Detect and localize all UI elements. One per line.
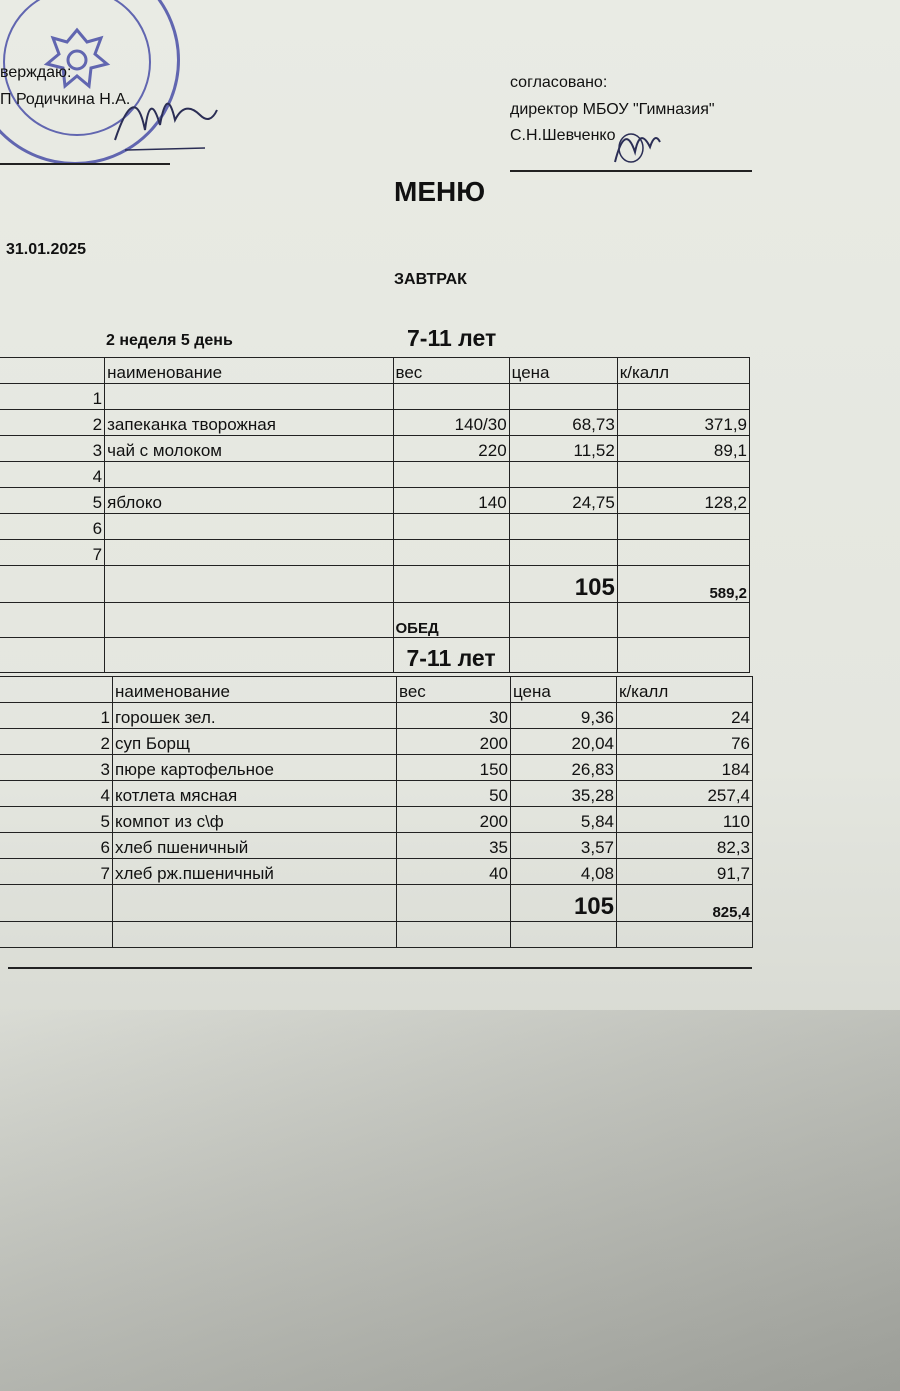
breakfast-heading: ЗАВТРАК: [394, 271, 467, 288]
approval-right-line1: согласовано:: [510, 74, 608, 91]
dish-price: 68,73: [509, 410, 617, 436]
row-number: 5: [0, 488, 105, 514]
photo-shadow: [0, 1010, 900, 1391]
dish-price: [509, 462, 617, 488]
bottom-rule: [8, 967, 752, 969]
row-number: 7: [0, 540, 105, 566]
lunch-total-kcal: 825,4: [617, 885, 753, 922]
lunch-total-row: [0, 885, 753, 922]
col-num-header: [0, 358, 105, 384]
col-price-header: цена: [511, 677, 617, 703]
breakfast-total-kcal: 589,2: [617, 566, 749, 603]
row-number: 5: [0, 807, 113, 833]
row-number: 6: [0, 514, 105, 540]
dish-kcal: 91,7: [617, 859, 753, 885]
table-row: [0, 833, 753, 859]
dish-kcal: 371,9: [617, 410, 749, 436]
lunch-age: 7-11 лет: [393, 638, 509, 673]
dish-kcal: 82,3: [617, 833, 753, 859]
dish-weight: [393, 514, 509, 540]
row-number: 7: [0, 859, 113, 885]
dish-price: 24,75: [509, 488, 617, 514]
dish-weight: 35: [397, 833, 511, 859]
dish-name: компот из с\ф: [113, 807, 397, 833]
empty-row: [0, 922, 753, 948]
table-row: [0, 729, 753, 755]
table-row: [0, 436, 750, 462]
table-row: [0, 781, 753, 807]
row-number: 3: [0, 755, 113, 781]
dish-name: пюре картофельное: [113, 755, 397, 781]
col-weight-header: вес: [397, 677, 511, 703]
row-number: 4: [0, 781, 113, 807]
dish-price: 9,36: [511, 703, 617, 729]
dish-weight: 150: [397, 755, 511, 781]
dish-price: 26,83: [511, 755, 617, 781]
dish-weight: 200: [397, 807, 511, 833]
dish-weight: 220: [393, 436, 509, 462]
dish-kcal: [617, 514, 749, 540]
dish-kcal: 24: [617, 703, 753, 729]
dish-weight: 50: [397, 781, 511, 807]
dish-name: [105, 540, 393, 566]
lunch-table: [0, 676, 753, 948]
dish-name: [105, 514, 393, 540]
table-header-row: [0, 677, 753, 703]
dish-weight: 200: [397, 729, 511, 755]
dish-kcal: [617, 462, 749, 488]
lunch-total-price: 105: [511, 885, 617, 922]
dish-name: суп Борщ: [113, 729, 397, 755]
dish-kcal: 110: [617, 807, 753, 833]
dish-weight: [393, 540, 509, 566]
dish-price: 4,08: [511, 859, 617, 885]
signature-line-left: [0, 163, 170, 165]
dish-price: 11,52: [509, 436, 617, 462]
table-row: [0, 514, 750, 540]
dish-kcal: 128,2: [617, 488, 749, 514]
col-kcal-header: к/калл: [617, 358, 749, 384]
lunch-age-row: [0, 638, 750, 673]
dish-weight: 30: [397, 703, 511, 729]
breakfast-total-price: 105: [509, 566, 617, 603]
signature-line-right: [510, 170, 752, 172]
dish-price: 3,57: [511, 833, 617, 859]
dish-name: [105, 462, 393, 488]
table-row: [0, 755, 753, 781]
dish-weight: [393, 384, 509, 410]
dish-price: [509, 384, 617, 410]
signature-right-icon: [605, 112, 665, 172]
dish-name: чай с молоком: [105, 436, 393, 462]
dish-name: хлеб пшеничный: [113, 833, 397, 859]
breakfast-age: 7-11 лет: [407, 325, 497, 351]
dish-name: яблоко: [105, 488, 393, 514]
table-row: [0, 462, 750, 488]
dish-weight: 140: [393, 488, 509, 514]
approval-left-line1: верждаю:: [0, 64, 72, 81]
col-weight-header: вес: [393, 358, 509, 384]
menu-date: 31.01.2025: [6, 241, 87, 258]
col-name-header: наименование: [105, 358, 393, 384]
dish-kcal: 257,4: [617, 781, 753, 807]
dish-price: [509, 514, 617, 540]
table-row: [0, 488, 750, 514]
col-name-header: наименование: [113, 677, 397, 703]
row-number: 2: [0, 729, 113, 755]
signature-left-icon: [105, 70, 225, 160]
table-row: [0, 410, 750, 436]
dish-kcal: 184: [617, 755, 753, 781]
row-number: 4: [0, 462, 105, 488]
dish-kcal: [617, 540, 749, 566]
approval-right-line2: директор МБОУ "Гимназия": [510, 101, 715, 118]
dish-name: запеканка творожная: [105, 410, 393, 436]
dish-name: горошек зел.: [113, 703, 397, 729]
row-number: 2: [0, 410, 105, 436]
table-row: [0, 540, 750, 566]
dish-price: 5,84: [511, 807, 617, 833]
breakfast-total-row: [0, 566, 750, 603]
page-title: МЕНЮ: [394, 176, 486, 207]
dish-weight: [393, 462, 509, 488]
week-day-label: 2 неделя 5 день: [106, 332, 233, 349]
approval-right-line3: С.Н.Шевченко: [510, 127, 616, 144]
dish-kcal: 89,1: [617, 436, 749, 462]
lunch-heading: ОБЕД: [393, 603, 509, 638]
col-price-header: цена: [509, 358, 617, 384]
table-row: [0, 807, 753, 833]
dish-price: 35,28: [511, 781, 617, 807]
dish-kcal: 76: [617, 729, 753, 755]
col-kcal-header: к/калл: [617, 677, 753, 703]
dish-kcal: [617, 384, 749, 410]
approval-left-line2: П Родичкина Н.А.: [0, 91, 131, 108]
dish-weight: 140/30: [393, 410, 509, 436]
row-number: 1: [0, 384, 105, 410]
row-number: 6: [0, 833, 113, 859]
dish-name: [105, 384, 393, 410]
table-row: [0, 384, 750, 410]
lunch-heading-row: [0, 603, 750, 638]
table-row: [0, 859, 753, 885]
row-number: 1: [0, 703, 113, 729]
table-row: [0, 703, 753, 729]
col-num-header: [0, 677, 113, 703]
dish-name: хлеб рж.пшеничный: [113, 859, 397, 885]
dish-name: котлета мясная: [113, 781, 397, 807]
breakfast-table: [0, 357, 750, 673]
dish-price: 20,04: [511, 729, 617, 755]
dish-weight: 40: [397, 859, 511, 885]
dish-price: [509, 540, 617, 566]
table-header-row: [0, 358, 750, 384]
row-number: 3: [0, 436, 105, 462]
